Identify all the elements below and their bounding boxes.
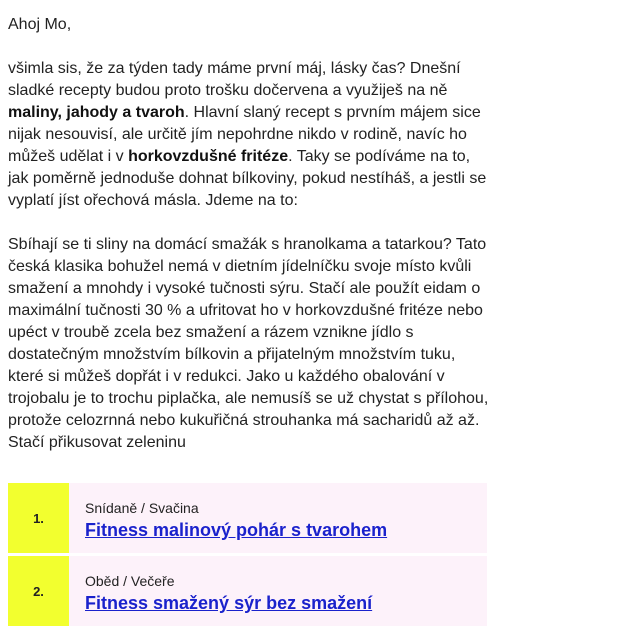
recipe-category: Snídaně / Svačina (85, 500, 199, 516)
recipe-info (69, 556, 487, 626)
recipe-link[interactable]: Fitness smažený sýr bez smažení (85, 593, 373, 613)
recipe-number: 2. (8, 556, 69, 626)
intro-bold-2: horkovzdušné fritéze (128, 148, 289, 165)
email-body (8, 14, 490, 454)
recipe-list (8, 483, 487, 629)
greeting: Ahoj Mo, (8, 16, 72, 33)
recipe-card[interactable] (8, 483, 487, 553)
body-paragraph: Sbíhají se ti sliny na domácí smažák s hranolkama a tatarkou? Tato česká klasika bohužel nemá v dietním jídelníčku svoje místo kvůli smažení a mnohdy i vysoké tučnosti sýru. Stačí ale použít eidam o maximální tučnosti 30 % a ufritovat ho v horkovzdušné fritéze nebo upéct v troubě zcela bez smažení a rázem vznikne jídlo s dostatečným množstvím bílkovin a přijatelným množstvím tuku, které si můžeš dopřát i v redukci. Jako u každého obalování v trojobalu je to trochu piplačka, ale nemusíš se už chystat s přílohou, protože celozrnná nebo kukuřičná strouhanka má sacharidů až až. Stačí přikusovat zeleninu (8, 236, 489, 451)
intro-bold-1: maliny, jahody a tvaroh (8, 104, 185, 121)
intro-text-2: . Hlavní slaný recept s prvním májem sice nijak nesouvisí, ale určitě jím nepohrdne nikdo v rodině, navíc ho můžeš udělat i v (8, 104, 481, 165)
recipe-category: Oběd / Večeře (85, 573, 175, 589)
intro-text-3: . Taky se podíváme na to, jak poměrně jednoduše dohnat bílkoviny, pokud nestíháš, a jestli se vyplatí jíst ořechová másla. Jdeme na to: (8, 148, 487, 209)
intro-paragraph (8, 58, 490, 212)
intro-text-1: všimla sis, že za týden tady máme první máj, lásky čas? Dnešní sladké recepty budou proto trošku dočervena a využiješ na ně (8, 60, 461, 99)
recipe-card[interactable] (8, 556, 487, 626)
recipe-number: 1. (8, 483, 69, 553)
recipe-info (69, 483, 487, 553)
recipe-link[interactable]: Fitness malinový pohár s tvarohem (85, 520, 388, 540)
